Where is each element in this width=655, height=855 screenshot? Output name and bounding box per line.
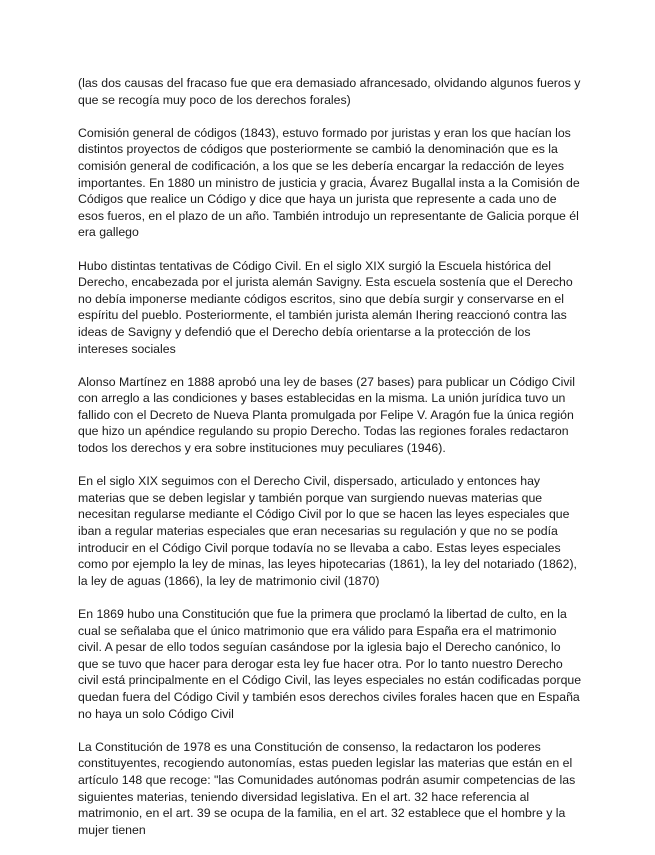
document-body (78, 75, 582, 855)
paragraph-3: Hubo distintas tentativas de Código Civil. En el siglo XIX surgió la Escuela histórica del Derecho, encabezada por el jurista alemán Savigny. Esta escuela sostenía que el Derecho no debía imponerse mediante códigos escritos, sino que debía surgir y conservarse en el espíritu del pueblo. Posteriormente, el también jurista alemán Ihering reaccionó contra las ideas de Savigny y defendió que el Derecho debía orientarse a la protección de los intereses sociales (78, 258, 573, 356)
paragraph-5: En el siglo XIX seguimos con el Derecho Civil, dispersado, articulado y entonces hay materias que se deben legislar y también porque van surgiendo nuevas materias que necesitan regularse mediante el Código Civil por lo que se hacen las leyes especiales que iban a regular materias especiales que eran necesarias su regulación y que no se podía introducir en el Código Civil porque todavía no se llevaba a cabo. Estas leyes especiales como por ejemplo la ley de minas, las leyes hipotecarias (1861), la ley del notariado (1862), la ley de aguas (1866), la ley de matrimonio civil (1870) (78, 474, 577, 588)
paragraph-7: La Constitución de 1978 es una Constitución de consenso, la redactaron los poderes constituyentes, recogiendo autonomías, estas pueden legislar las materias que están en el artículo 148 que recoge: "las Comunidades autónomas podrán asumir competencias de las siguientes materias, teniendo diversidad legislativa. En el art. 32 hace referencia al matrimonio, en el art. 39 se ocupa de la familia, en el art. 32 establece que el hombre y la mujer tienen (78, 739, 576, 837)
paragraph-2: Comisión general de códigos (1843), estuvo formado por juristas y eran los que hacían los distintos proyectos de códigos que posteriormente se cambió la denominación que es la comisión general de codificación, a los que se les debería encargar la redacción de leyes importantes. En 1880 un ministro de justicia y gracia, Ávarez Bugallal insta a la Comisión de Códigos que realice un Código y dice que haya un jurista que represente a cada uno de esos fueros, en el plazo de un año. También introdujo un representante de Galicia porque él era gallego (78, 125, 580, 240)
paragraph-1: (las dos causas del fracaso fue que era demasiado afrancesado, olvidando algunos fueros y que se recogía muy poco de los derechos forales) (78, 76, 581, 107)
paragraph-6: En 1869 hubo una Constitución que fue la primera que proclamó la libertad de culto, en la cual se señalaba que el único matrimonio que era válido para España era el matrimonio civil. A pesar de ello todos seguían casándose por la iglesia bajo el Derecho canónico, lo que se tuvo que hacer para derogar esta ley fue hacer otra. Por lo tanto nuestro Derecho civil está principalmente en el Código Civil, las leyes especiales no están codificadas porque quedan fuera del Código Civil y también esos derechos civiles forales hacen que en España no haya un solo Código Civil (78, 607, 582, 721)
paragraph-4: Alonso Martínez en 1888 aprobó una ley de bases (27 bases) para publicar un Código Civil con arreglo a las condiciones y bases establecidas en la misma. La unión jurídica tuvo un fallido con el Decreto de Nueva Planta promulgada por Felipe V. Aragón fue la única región que hizo un apéndice regulando su propio Derecho. Todas las regiones forales redactaron todos los derechos y era sobre instituciones muy peculiares (1946). (78, 374, 575, 456)
